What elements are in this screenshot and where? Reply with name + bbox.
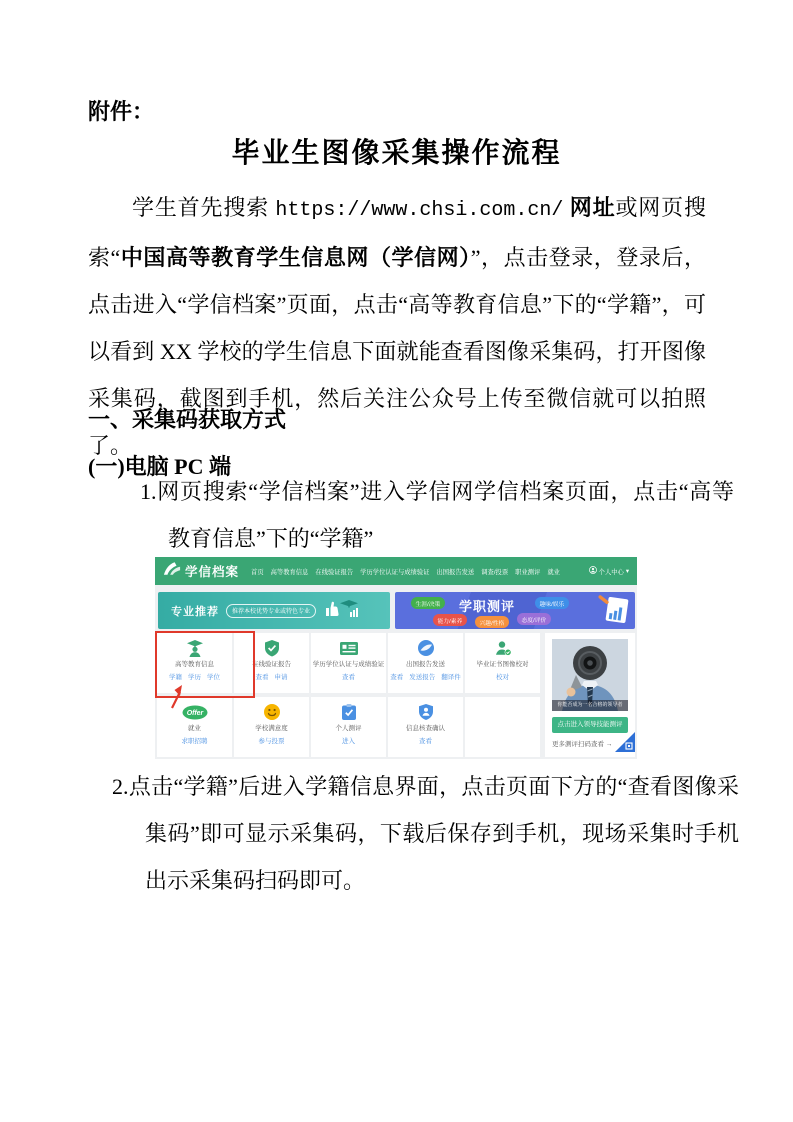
link-view-intl[interactable]: 查看 xyxy=(390,674,404,681)
step-2-marker: 2. xyxy=(112,774,129,799)
ad-more-text: 更多测评扫码查看 → xyxy=(552,741,613,748)
shield-person-icon xyxy=(388,703,463,721)
link-proofread[interactable]: 校对 xyxy=(496,674,509,681)
nav-item-home[interactable]: 首页 xyxy=(251,568,264,576)
card-title: 信息核查确认 xyxy=(406,725,445,732)
fan-logo-icon xyxy=(163,561,181,581)
tag-ability: 能力/素养 xyxy=(433,614,467,626)
card-title: 学校满意度 xyxy=(255,725,288,732)
red-arrow-annotation xyxy=(167,683,189,714)
card-school-satisfaction[interactable] xyxy=(234,697,309,757)
intro-text-4: 中国高等教育学生信息网（学信网） xyxy=(120,245,471,270)
card-intl-report[interactable] xyxy=(388,633,463,693)
card-title: 高等教育信息 xyxy=(175,661,214,668)
tag-attitude: 态度/评价 xyxy=(517,613,551,625)
major-recommend-banner[interactable] xyxy=(158,592,390,629)
tag-interest: 兴趣/性格 xyxy=(475,616,509,628)
card-title: 个人测评 xyxy=(335,725,362,732)
user-menu[interactable] xyxy=(589,566,629,576)
link-xueli[interactable]: 学历 xyxy=(188,674,201,681)
intro-text-2: 网址 xyxy=(563,195,616,220)
link-send-report[interactable]: 发送报告 xyxy=(409,674,436,681)
chsi-logo[interactable] xyxy=(163,561,239,581)
chsi-nav xyxy=(251,567,560,576)
link-xuewei[interactable]: 学位 xyxy=(207,674,220,681)
user-menu-label: 个人中心 xyxy=(598,568,624,576)
tag-fun-entertainment: 趣味/娱乐 xyxy=(535,597,569,609)
card-title: 出国报告发送 xyxy=(406,661,445,668)
leadership-test-button[interactable]: 点击进入领导技能测评 xyxy=(552,717,628,733)
link-translation[interactable]: 翻译件 xyxy=(441,674,461,681)
link-vote[interactable]: 参与投票 xyxy=(258,738,285,745)
globe-icon xyxy=(388,639,463,657)
link-apply-report[interactable]: 申请 xyxy=(274,674,288,681)
link-view-auth[interactable]: 查看 xyxy=(342,674,355,681)
ad-overlay-text: 你能否成为一名合格的领导者 xyxy=(552,700,628,711)
card-empty xyxy=(465,697,540,757)
step-1-item xyxy=(140,468,734,562)
card-diploma-photo-check[interactable] xyxy=(465,633,540,693)
step-1-marker: 1. xyxy=(140,479,157,504)
link-view-report[interactable]: 查看 xyxy=(255,674,269,681)
card-title: 就业 xyxy=(188,725,201,732)
link-xueji[interactable]: 学籍 xyxy=(169,674,182,681)
section-heading: 一、采集码获取方式 xyxy=(88,407,287,432)
user-icon xyxy=(589,566,597,576)
brand-name: 学信档案 xyxy=(185,565,240,579)
tag-career-decision: 生涯/决策 xyxy=(411,597,445,609)
nav-item-degree-auth[interactable]: 学历学位认证与成绩验证 xyxy=(360,568,430,576)
step-1-text: 网页搜索“学信档案”进入学信网学信档案页面，点击“高等教育信息”下的“学籍” xyxy=(156,479,734,551)
leadership-test-ad[interactable] xyxy=(545,633,635,757)
link-enter-test[interactable]: 进入 xyxy=(342,738,355,745)
nav-item-verification-report[interactable]: 在线验证报告 xyxy=(315,568,354,576)
clipboard-check-icon xyxy=(311,703,386,721)
person-check-icon xyxy=(465,639,540,657)
nav-item-intl-report[interactable]: 出国报告发送 xyxy=(436,568,475,576)
id-card-icon xyxy=(311,639,386,657)
chsi-url-text: https://www.chsi.com.cn/ xyxy=(275,199,564,222)
megaphone-man-image xyxy=(552,639,628,711)
intro-text-5: ”，点击登录，登录后，点击进入“学信档案”页面，点击“高等教育信息”下的“学籍”，可以看到 XX 学校的学生信息下面就能查看图像采集码，打开图像采集码，截图到手机，然后关注公众号上传至微信就可以拍照了。 xyxy=(88,245,707,458)
pencil-chart-icon xyxy=(597,595,631,629)
card-title: 在线验证报告 xyxy=(252,661,291,668)
step-2-text: 点击“学籍”后进入学籍信息界面，点击页面下方的“查看图像采集码”即可显示采集码，下载后保存到手机，现场采集时手机出示采集码扫码即可。 xyxy=(128,774,739,893)
page-title: 毕业生图像采集操作流程 xyxy=(231,138,562,169)
smiley-icon xyxy=(234,703,309,721)
card-info-confirm[interactable] xyxy=(388,697,463,757)
card-personal-test[interactable] xyxy=(311,697,386,757)
link-view-confirm[interactable]: 查看 xyxy=(419,738,432,745)
thumbs-up-gradcap-chart-icon xyxy=(324,597,360,624)
nav-item-survey[interactable]: 调查/投票 xyxy=(481,568,509,576)
card-title: 学历学位认证与成绩验证 xyxy=(312,661,385,668)
nav-item-career-test[interactable]: 职业测评 xyxy=(515,568,541,576)
card-title: 毕业证书图像校对 xyxy=(476,661,529,668)
chsi-header-bar xyxy=(155,557,637,585)
banner-left-pill: 推荐本校优势专业或特色专业 xyxy=(226,604,316,618)
step-2-item xyxy=(112,763,739,904)
nav-item-employment[interactable]: 就业 xyxy=(547,568,560,576)
card-degree-auth[interactable] xyxy=(311,633,386,693)
chevron-down-icon: ▾ xyxy=(625,567,629,575)
intro-text-1: 学生首先搜索 xyxy=(132,195,276,220)
intro-text-3: 或网页搜索“ xyxy=(88,195,706,270)
qr-corner-icon[interactable] xyxy=(615,732,635,757)
career-test-banner[interactable] xyxy=(395,592,635,629)
subsection-heading: (一)电脑 PC 端 xyxy=(88,454,231,479)
nav-item-higher-edu[interactable]: 高等教育信息 xyxy=(270,568,309,576)
svg-text:Offer: Offer xyxy=(186,709,203,717)
chsi-archive-screenshot xyxy=(155,557,637,759)
attachment-label: 附件： xyxy=(88,99,155,124)
link-job-search[interactable]: 求职招聘 xyxy=(181,738,208,745)
banner-right-title: 学职测评 xyxy=(459,599,516,614)
banner-left-title: 专业推荐 xyxy=(171,605,219,618)
